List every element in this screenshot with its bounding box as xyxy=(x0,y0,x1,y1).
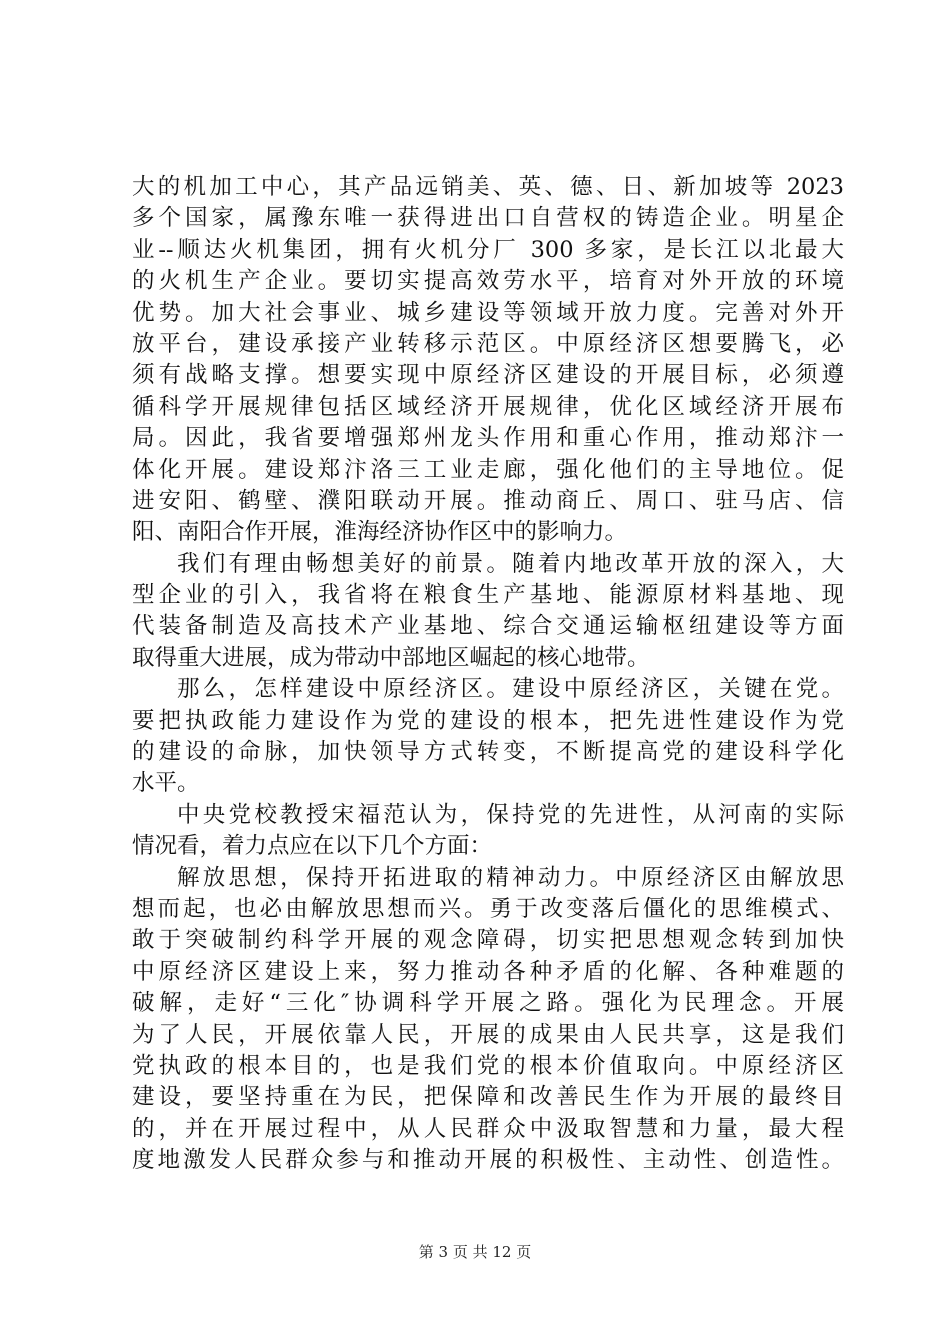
paragraph-start-line: 我们有理由畅想美好的前景。随着内地改革开放的深入，大 xyxy=(177,550,844,577)
text-line: 情况看，着力点应在以下几个方面： xyxy=(132,833,493,860)
text-line: 循科学开展规律包括区域经济开展规律，优化区域经济开展布 xyxy=(132,393,844,420)
text-line: 度地激发人民群众参与和推动开展的积极性、主动性、创造性。 xyxy=(132,1147,844,1174)
text-line: 中原经济区建设上来，努力推动各种矛盾的化解、各种难题的 xyxy=(132,958,844,985)
text-line: 型企业的引入，我省将在粮食生产基地、能源原材料基地、现 xyxy=(132,582,844,609)
text-line: 党执政的根本目的，也是我们党的根本价值取向。中原经济区 xyxy=(132,1052,844,1079)
document-body xyxy=(132,172,844,1177)
text-line: 想而起，也必由解放思想而兴。勇于改变落后僵化的思维模式、 xyxy=(132,895,844,922)
text-line: 放平台，建设承接产业转移示范区。中原经济区想要腾飞，必 xyxy=(132,330,844,357)
text-line: 须有战略支撑。想要实现中原经济区建设的开展目标，必须遵 xyxy=(132,362,844,389)
text-line: 的，并在开展过程中，从人民群众中汲取智慧和力量，最大程 xyxy=(132,1115,844,1142)
text-line: 建设，要坚持重在为民，把保障和改善民生作为开展的最终目 xyxy=(132,1084,844,1111)
text-line: 要把执政能力建设作为党的建设的根本，把先进性建设作为党 xyxy=(132,707,844,734)
text-line: 为了人民，开展依靠人民，开展的成果由人民共享，这是我们 xyxy=(132,1021,844,1048)
paragraph-start-line: 解放思想，保持开拓进取的精神动力。中原经济区由解放思 xyxy=(177,864,844,891)
text-line: 体化开展。建设郑汴洛三工业走廊，强化他们的主导地位。促 xyxy=(132,456,844,483)
text-line: 水平。 xyxy=(132,770,200,797)
text-line: 的建设的命脉，加快领导方式转变，不断提高党的建设科学化 xyxy=(132,739,844,766)
text-line: 取得重大进展，成为带动中部地区崛起的核心地带。 xyxy=(132,644,650,671)
text-line: 局。因此，我省要增强郑州龙头作用和重心作用，推动郑汴一 xyxy=(132,425,844,452)
text-line: 多个国家，属豫东唯一获得进出口自营权的铸造企业。明星企 xyxy=(132,205,844,232)
text-line: 代装备制造及高技术产业基地、综合交通运输枢纽建设等方面 xyxy=(132,613,844,640)
text-line: 优势。加大社会事业、城乡建设等领域开放力度。完善对外开 xyxy=(132,299,844,326)
text-line: 破解，走好“三化″协调科学开展之路。强化为民理念。开展 xyxy=(132,990,844,1017)
page-number-footer: 第 3 页 共 12 页 xyxy=(418,1243,532,1261)
paragraph-start-line: 那么，怎样建设中原经济区。建设中原经济区，关键在党。 xyxy=(177,676,844,703)
text-line: 业--顺达火机集团，拥有火机分厂 300 多家，是长江以北最大 xyxy=(132,236,844,263)
text-line: 进安阳、鹤壁、濮阳联动开展。推动商丘、周口、驻马店、信 xyxy=(132,487,844,514)
text-line: 敢于突破制约科学开展的观念障碍，切实把思想观念转到加快 xyxy=(132,927,844,954)
text-line: 阳、南阳合作开展，淮海经济协作区中的影响力。 xyxy=(132,519,628,546)
paragraph-start-line: 中央党校教授宋福范认为，保持党的先进性，从河南的实际 xyxy=(177,801,844,828)
text-line: 的火机生产企业。要切实提高效劳水平，培育对外开放的环境 xyxy=(132,268,844,295)
text-line: 大的机加工中心，其产品远销美、英、德、日、新加坡等 2023 xyxy=(132,174,844,200)
